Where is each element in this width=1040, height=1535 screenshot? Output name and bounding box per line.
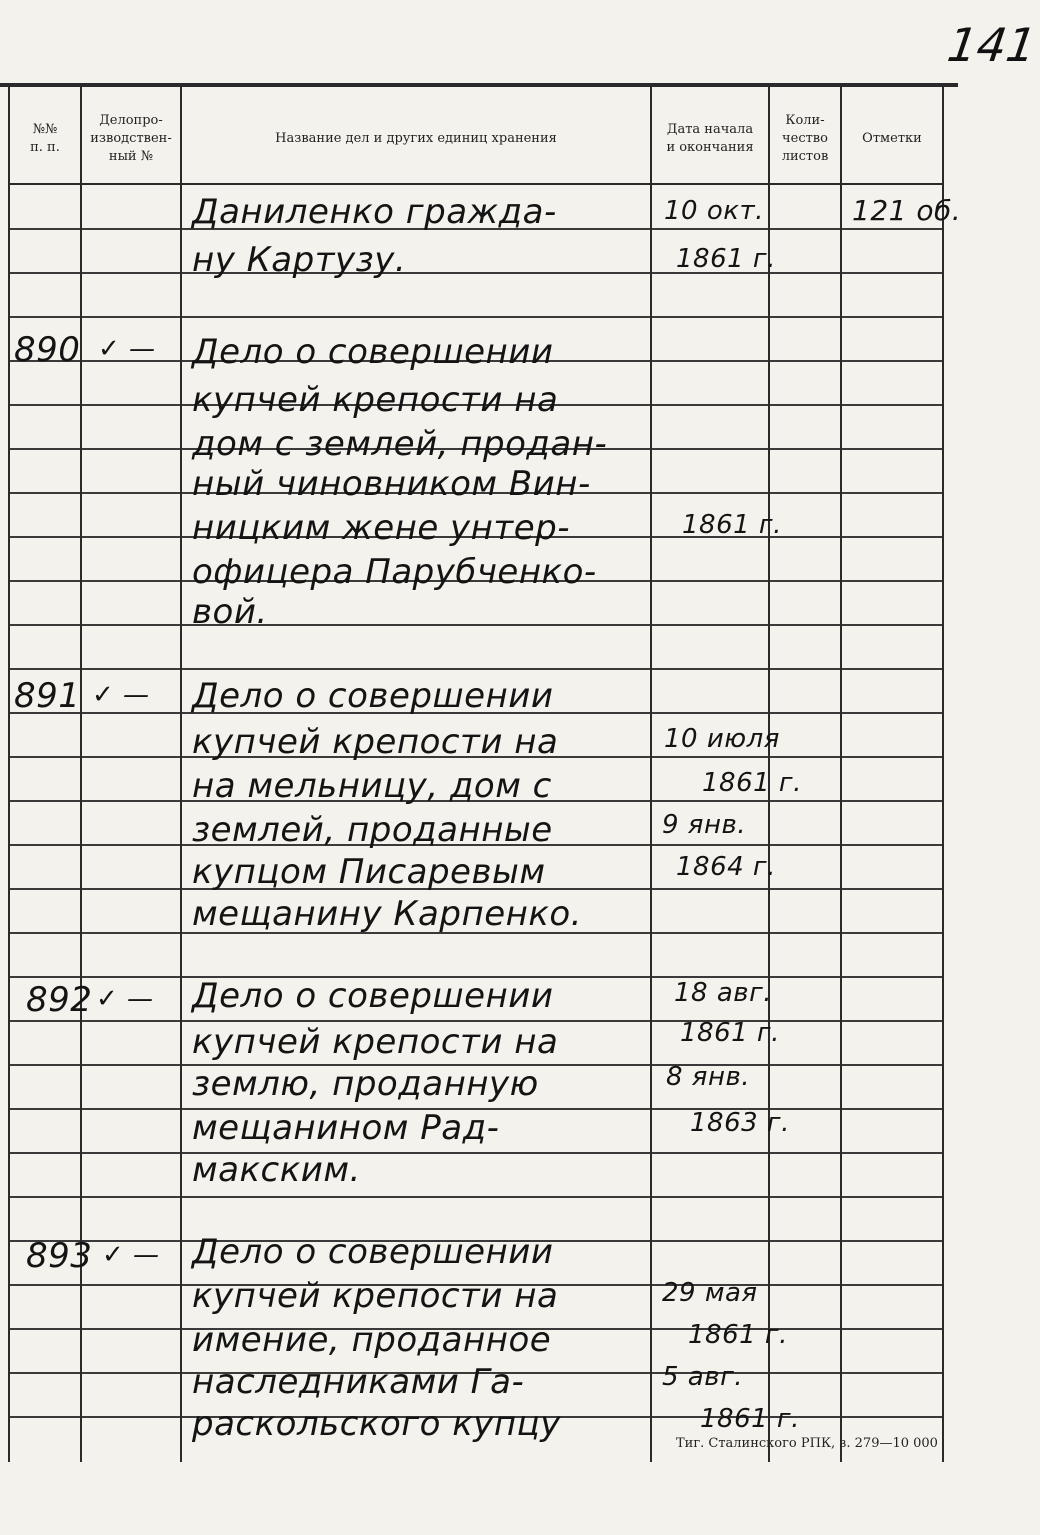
ruled-line [770, 1284, 840, 1286]
entry-0-date-1: 1861 г. [676, 244, 776, 274]
ruled-line [82, 756, 180, 758]
ruled-line [770, 1152, 840, 1154]
header-office-number: Делопро- изводствен- ный № [90, 113, 172, 164]
ruled-line [842, 756, 942, 758]
ruled-line [82, 624, 180, 626]
ruled-line [770, 1020, 840, 1022]
ruled-line [770, 712, 840, 714]
table-top-border [0, 83, 958, 87]
col-line-2 [180, 87, 182, 1462]
entry-3-line-0: Дело о совершении [192, 976, 554, 1016]
ruled-line [82, 1152, 180, 1154]
ruled-line [770, 448, 840, 450]
header-sheets: Коли- чество листов [781, 113, 829, 164]
ruled-line [82, 800, 180, 802]
ruled-line [10, 492, 80, 494]
col-line-3 [650, 87, 652, 1462]
ruled-line [842, 1108, 942, 1110]
ruled-line [82, 976, 180, 978]
ruled-line [770, 580, 840, 582]
ruled-line [652, 800, 768, 802]
ruled-line [82, 844, 180, 846]
ruled-line [10, 932, 80, 934]
entry-2-tick: ✓ — [92, 680, 150, 710]
ruled-line [10, 844, 80, 846]
ruled-line [82, 448, 180, 450]
ruled-line [82, 1416, 180, 1418]
ruled-line [10, 1064, 80, 1066]
ruled-line [82, 404, 180, 406]
ruled-line [842, 448, 942, 450]
ruled-line [770, 404, 840, 406]
entry-2-line-1: купчей крепости на [192, 722, 559, 762]
ruled-line [842, 316, 942, 318]
printer-footer: Тиг. Сталинского РПК, з. 279—10 000 [676, 1436, 938, 1451]
ruled-line [770, 492, 840, 494]
ruled-line [842, 404, 942, 406]
ruled-line [842, 1284, 942, 1286]
entry-2-date-2: 9 янв. [662, 810, 747, 840]
ruled-line [842, 844, 942, 846]
ruled-line [842, 228, 942, 230]
ruled-line [842, 668, 942, 670]
entry-4-line-2: имение, проданное [192, 1320, 552, 1360]
ruled-line [770, 1064, 840, 1066]
ruled-line [10, 316, 80, 318]
ruled-line [770, 624, 840, 626]
ruled-line [770, 844, 840, 846]
entry-1-line-3: ный чиновником Вин- [192, 464, 591, 504]
entry-2-date-3: 1864 г. [676, 852, 776, 882]
ruled-line [10, 448, 80, 450]
entry-3-tick: ✓ — [96, 984, 154, 1014]
entry-1-line-5: офицера Парубченко- [192, 552, 597, 592]
ruled-line [842, 1152, 942, 1154]
ruled-line [842, 1020, 942, 1022]
entry-1-number: 890 [14, 330, 81, 370]
ruled-line [82, 272, 180, 274]
ruled-line [770, 316, 840, 318]
entry-4-date-2: 5 авг. [662, 1362, 743, 1392]
header-number: №№ п. п. [30, 122, 60, 155]
ruled-line [10, 1372, 80, 1374]
ruled-line [652, 360, 768, 362]
entry-2-number: 891 [14, 676, 81, 716]
ruled-line [770, 668, 840, 670]
entry-2-line-3: землей, проданные [192, 810, 553, 850]
entry-2-date-0: 10 июля [664, 724, 780, 754]
entry-0-note: 121 об. [852, 194, 962, 227]
ruled-line [182, 316, 650, 318]
ruled-line [652, 668, 768, 670]
ruled-line [10, 1196, 80, 1198]
ruled-line [842, 712, 942, 714]
ruled-line [10, 404, 80, 406]
entry-0-line-1: ну Картузу. [192, 240, 407, 280]
ruled-line [842, 492, 942, 494]
ruled-line [82, 536, 180, 538]
ruled-line [652, 448, 768, 450]
col-line-5 [840, 87, 842, 1462]
header-bottom-border [8, 183, 943, 185]
entry-1-line-4: ницким жене унтер- [192, 508, 570, 548]
ruled-line [10, 580, 80, 582]
entry-3-line-3: мещанином Рад- [192, 1108, 500, 1148]
ruled-line [82, 1328, 180, 1330]
ruled-line [652, 844, 768, 846]
ruled-line [82, 668, 180, 670]
entry-3-number: 892 [26, 980, 93, 1020]
ruled-line [82, 316, 180, 318]
folio-number: 141 [944, 18, 1040, 72]
ruled-line [652, 1152, 768, 1154]
ruled-line [10, 888, 80, 890]
ruled-line [770, 272, 840, 274]
entry-2-line-2: на мельницу, дом с [192, 766, 552, 806]
entry-0-line-0: Даниленко гражда- [192, 192, 557, 232]
ruled-line [10, 668, 80, 670]
ruled-line [82, 1020, 180, 1022]
entry-4-tick: ✓ — [102, 1240, 160, 1270]
entry-3-line-4: макским. [192, 1150, 361, 1190]
ruled-line [10, 1020, 80, 1022]
ruled-line [842, 1196, 942, 1198]
ruled-line [10, 1328, 80, 1330]
entry-1-date-0: 1861 г. [682, 510, 782, 540]
ruled-line [842, 580, 942, 582]
ruled-line [652, 624, 768, 626]
ruled-line [770, 360, 840, 362]
entry-4-number: 893 [26, 1236, 93, 1276]
ruled-line [652, 1240, 768, 1242]
header-title: Название дел и других единиц хранения [275, 131, 557, 146]
ruled-line [842, 1064, 942, 1066]
entry-3-date-3: 1863 г. [690, 1108, 790, 1138]
entry-2-line-5: мещанину Карпенко. [192, 894, 582, 934]
ruled-line [652, 932, 768, 934]
ruled-line [770, 888, 840, 890]
ruled-line [10, 272, 80, 274]
ruled-line [770, 756, 840, 758]
ruled-line [770, 800, 840, 802]
ruled-line [770, 228, 840, 230]
ruled-line [652, 404, 768, 406]
ruled-line [10, 536, 80, 538]
ruled-line [842, 536, 942, 538]
entry-1-line-2: дом с землей, продан- [192, 424, 608, 464]
entry-1-tick: ✓ — [98, 334, 156, 364]
ruled-line [82, 1284, 180, 1286]
ruled-line [842, 976, 942, 978]
ruled-line [770, 1196, 840, 1198]
ruled-line [82, 712, 180, 714]
ruled-line [10, 1108, 80, 1110]
ruled-line [770, 932, 840, 934]
ruled-line [842, 624, 942, 626]
ruled-line [652, 1196, 768, 1198]
header-dates: Дата начала и окончания [666, 122, 754, 155]
entry-1-line-6: вой. [192, 592, 268, 632]
ruled-line [10, 800, 80, 802]
ruled-line [10, 624, 80, 626]
entry-2-date-1: 1861 г. [702, 768, 802, 798]
ruled-line [10, 1284, 80, 1286]
ruled-line [82, 1108, 180, 1110]
entry-4-date-0: 29 мая [662, 1278, 758, 1308]
entry-4-line-0: Дело о совершении [192, 1232, 554, 1272]
ruled-line [652, 888, 768, 890]
ruled-line [10, 756, 80, 758]
ruled-line [82, 888, 180, 890]
col-line-6 [942, 87, 944, 1462]
ruled-line [842, 360, 942, 362]
entry-2-line-4: купцом Писаревым [192, 852, 546, 892]
entry-4-line-4: раскольского купцу [192, 1404, 561, 1444]
ruled-line [842, 932, 942, 934]
ruled-line [10, 1416, 80, 1418]
ruled-line [842, 800, 942, 802]
ruled-line [842, 1328, 942, 1330]
ruled-line [82, 1196, 180, 1198]
entry-1-line-1: купчей крепости на [192, 380, 559, 420]
header-notes: Отметки [862, 131, 922, 146]
ruled-line [652, 492, 768, 494]
ruled-line [770, 976, 840, 978]
entry-3-date-1: 1861 г. [680, 1018, 780, 1048]
ruled-line [652, 756, 768, 758]
ruled-line [770, 1240, 840, 1242]
entry-0-date-0: 10 окт. [664, 196, 764, 226]
ruled-line [182, 1196, 650, 1198]
entry-2-line-0: Дело о совершении [192, 676, 554, 716]
entry-4-date-3: 1861 г. [700, 1404, 800, 1434]
entry-4-line-1: купчей крепости на [192, 1276, 559, 1316]
ruled-line [82, 228, 180, 230]
entry-3-date-0: 18 авг. [674, 978, 773, 1008]
ruled-line [82, 492, 180, 494]
ruled-line [10, 976, 80, 978]
entry-3-date-2: 8 янв. [666, 1062, 751, 1092]
entry-4-date-1: 1861 г. [688, 1320, 788, 1350]
ruled-line [842, 272, 942, 274]
ruled-line [842, 1372, 942, 1374]
entry-1-line-0: Дело о совершении [192, 332, 554, 372]
col-line-0 [8, 87, 10, 1462]
ruled-line [842, 888, 942, 890]
ruled-line [770, 1372, 840, 1374]
ruled-line [652, 580, 768, 582]
ruled-line [182, 668, 650, 670]
ruled-line [82, 1064, 180, 1066]
ruled-line [842, 1240, 942, 1242]
ruled-line [82, 580, 180, 582]
ruled-line [652, 228, 768, 230]
ruled-line [10, 1152, 80, 1154]
entry-3-line-1: купчей крепости на [192, 1022, 559, 1062]
ruled-line [652, 316, 768, 318]
ruled-line [652, 712, 768, 714]
entry-4-line-3: наследниками Га- [192, 1362, 525, 1402]
ruled-line [10, 228, 80, 230]
ruled-line [82, 932, 180, 934]
ruled-line [82, 1372, 180, 1374]
entry-3-line-2: землю, проданную [192, 1064, 539, 1104]
ruled-line [842, 1416, 942, 1418]
